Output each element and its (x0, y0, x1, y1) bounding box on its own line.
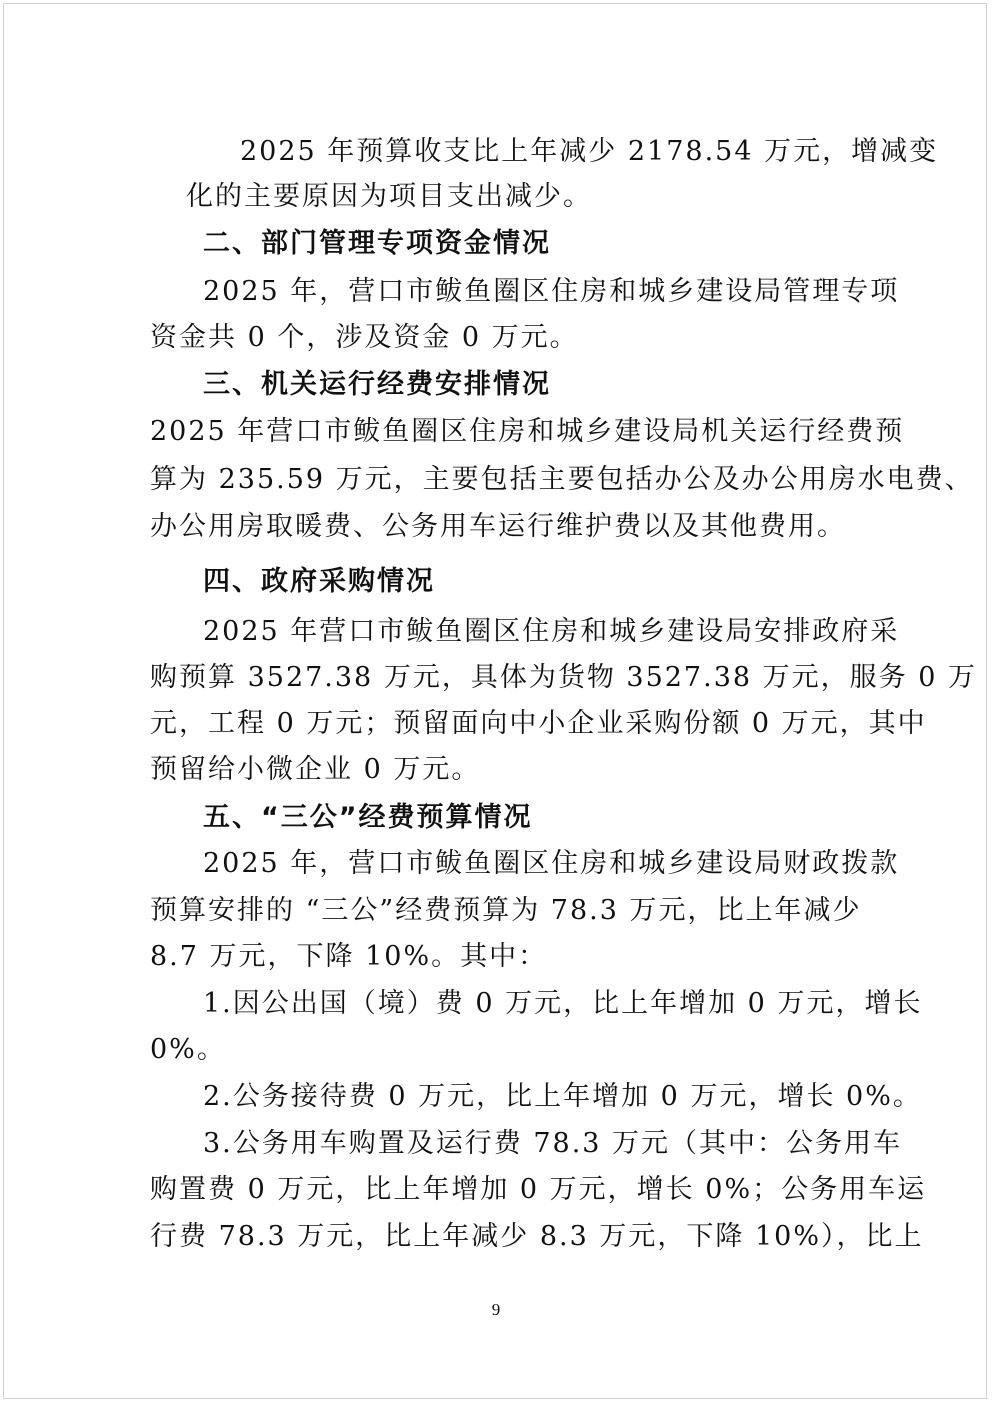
section-heading-operating-expenses: 三、机关运行经费安排情况 (203, 369, 551, 400)
paragraph-line: 2025 年营口市鲅鱼圈区住房和城乡建设局安排政府采 (203, 616, 900, 647)
paragraph-line: 2025 年，营口市鲅鱼圈区住房和城乡建设局财政拨款 (203, 848, 900, 879)
list-item-line: 1.因公出国（境）费 0 万元，比上年增加 0 万元，增长 (203, 988, 923, 1019)
list-item-line: 0%。 (150, 1034, 226, 1065)
paragraph-line: 算为 235.59 万元，主要包括主要包括办公及办公用房水电费、 (150, 464, 974, 495)
list-item-line: 行费 78.3 万元，比上年减少 8.3 万元，下降 10%），比上 (150, 1221, 924, 1252)
list-item-line: 3.公务用车购置及运行费 78.3 万元（其中：公务用车 (203, 1128, 903, 1159)
list-item-line: 2.公务接待费 0 万元，比上年增加 0 万元，增长 0%。 (203, 1081, 922, 1112)
paragraph-line: 预算安排的 “三公”经费预算为 78.3 万元，比上年减少 (150, 895, 862, 926)
section-heading-three-public: 五、“三公”经费预算情况 (203, 802, 533, 833)
list-item-line: 购置费 0 万元，比上年增加 0 万元，增长 0%；公务用车运 (150, 1174, 927, 1205)
paragraph-line: 办公用房取暖费、公务用车运行维护费以及其他费用。 (150, 511, 846, 542)
paragraph-line: 预留给小微企业 0 万元。 (150, 754, 481, 785)
paragraph-line: 2025 年营口市鲅鱼圈区住房和城乡建设局机关运行经费预 (150, 416, 905, 447)
paragraph-line: 元，工程 0 万元；预留面向中小企业采购份额 0 万元，其中 (150, 708, 927, 739)
section-heading-procurement: 四、政府采购情况 (203, 566, 435, 597)
paragraph-line: 2025 年，营口市鲅鱼圈区住房和城乡建设局管理专项 (203, 276, 900, 307)
page-number: 9 (491, 1300, 501, 1319)
paragraph-line: 化的主要原因为项目支出减少。 (186, 181, 592, 212)
section-heading-special-funds: 二、部门管理专项资金情况 (203, 228, 551, 259)
paragraph-line: 8.7 万元，下降 10%。其中： (150, 941, 548, 972)
paragraph-line: 2025 年预算收支比上年减少 2178.54 万元，增减变 (240, 136, 939, 167)
paragraph-line: 购预算 3527.38 万元，具体为货物 3527.38 万元，服务 0 万 (150, 662, 977, 693)
paragraph-line: 资金共 0 个，涉及资金 0 万元。 (150, 322, 579, 353)
